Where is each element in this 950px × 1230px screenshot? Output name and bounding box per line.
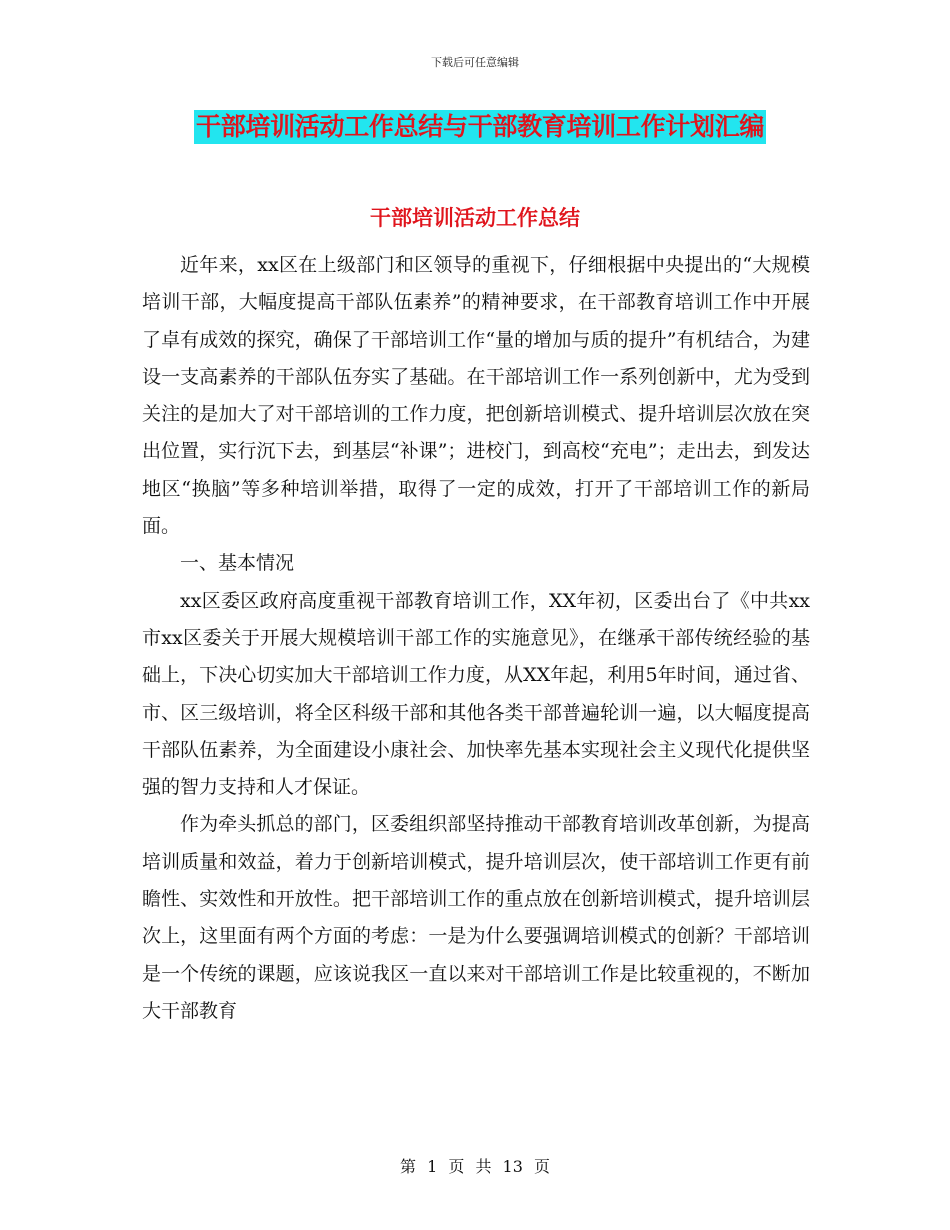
document-main-title: 干部培训活动工作总结与干部教育培训工作计划汇编 [194,110,766,144]
paragraph-intro: 近年来，xx区在上级部门和区领导的重视下，仔细根据中央提出的“大规模培训干部，大幅度提高干部队伍素养”的精神要求，在干部教育培训工作中开展了卓有成效的探究，确保了干部培训工作“量的增加与质的提升”有机结合，为建设一支高素养的干部队伍夯实了基础。在干部培训工作一系列创新中，尤为受到关注的是加大了对干部培训的工作力度，把创新培训模式、提升培训层次放在突出位置，实行沉下去，到基层“补课”；进校门，到高校“充电”；走出去，到发达地区“换脑”等多种培训举措，取得了一定的成效，打开了干部培训工作的新局面。 [142,254,810,538]
paragraph-organization-department: 作为牵头抓总的部门，区委组织部坚持推动干部教育培训改革创新，为提高培训质量和效益，着力于创新培训模式，提升培训层次，使干部培训工作更有前瞻性、实效性和开放性。把干部培训工作的重点放在创新培训模式，提升培训层次上，这里面有两个方面的考虑：一是为什么要强调培训模式的创新？干部培训是一个传统的课题，应该说我区一直以来对干部培训工作是比较重视的，不断加大干部教育 [142,813,810,1022]
section-title: 干部培训活动工作总结 [370,205,580,230]
paragraph-basic-situation: xx区委区政府高度重视干部教育培训工作，XX年初，区委出台了《中共xx市xx区委关于开展大规模培训干部工作的实施意见》，在继承干部传统经验的基础上，下决心切实加大干部培训工作力度，从XX年起，利用5年时间，通过省、市、区三级培训，将全区科级干部和其他各类干部普遍轮训一遍，以大幅度提高干部队伍素养，为全面建设小康社会、加快率先基本实现社会主义现代化提供坚强的智力支持和人才保证。 [142,589,810,799]
heading-basic-situation: 一、基本情况 [180,552,295,575]
page-number-footer: 第 1 页 共 13 页 [400,1157,550,1176]
header-note: 下载后可任意编辑 [431,56,519,69]
document-body [142,247,810,1030]
